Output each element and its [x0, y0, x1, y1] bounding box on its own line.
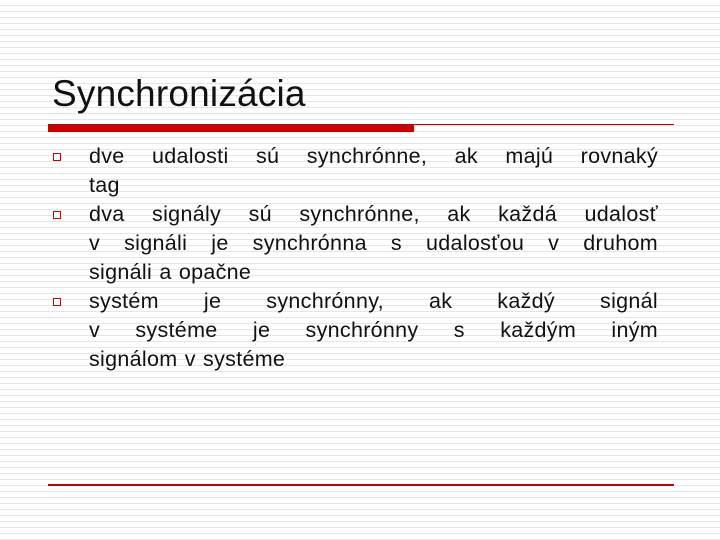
bullet-line: v signáli je synchrónna s udalosťou v druhom — [89, 231, 658, 255]
bullet-line: v systéme je synchrónny s každým iným — [89, 318, 658, 342]
bullet-line: signálom v systéme — [89, 347, 286, 371]
bullet-line: systém je synchrónny, ak každý signál — [89, 289, 658, 313]
bullet-line: tag — [89, 173, 120, 197]
title-underline-thin — [414, 124, 674, 125]
bullet-list — [52, 142, 658, 374]
hollow-square-icon — [53, 298, 61, 306]
bullet-item — [52, 287, 658, 374]
bullet-line: dve udalosti sú synchrónne, ak majú rovnaký — [89, 144, 658, 168]
title-underline — [48, 124, 674, 132]
footer-rule — [48, 484, 674, 486]
bullet-item — [52, 142, 658, 200]
bullet-item — [52, 200, 658, 287]
title-underline-thick — [48, 124, 414, 132]
hollow-square-icon — [53, 153, 61, 161]
slide-title: Synchronizácia — [52, 73, 306, 114]
hollow-square-icon — [53, 211, 61, 219]
bullet-line: signáli a opačne — [89, 260, 252, 284]
bullet-line: dva signály sú synchrónne, ak každá udalosť — [89, 202, 658, 226]
